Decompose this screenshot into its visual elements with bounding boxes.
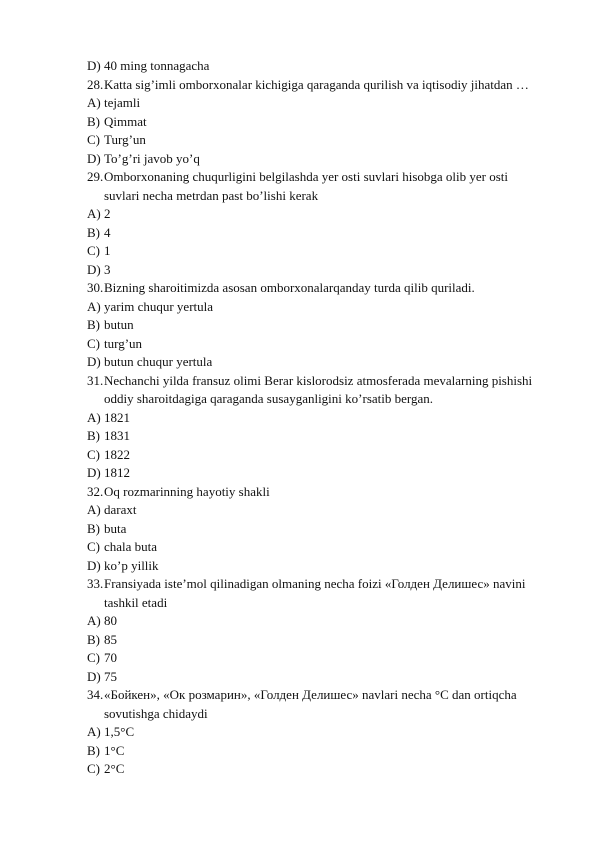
option-label: B): [87, 742, 100, 758]
answer-option: [87, 205, 587, 224]
question-line: [87, 372, 587, 391]
option-label: A): [87, 298, 101, 314]
answer-option: [87, 520, 587, 539]
question-text: Fransiyada iste’mol qilinadigan olmaning necha foizi «Голден Делишес» navini: [104, 576, 526, 591]
option-label: A): [87, 206, 101, 221]
option-text: butun chuqur yertula: [104, 354, 213, 369]
answer-option: [87, 723, 587, 742]
option-label: B): [87, 317, 100, 332]
question-line: [87, 168, 587, 187]
question-number: 29.: [87, 169, 104, 184]
answer-option: [87, 261, 587, 280]
option-text: 1822: [104, 446, 130, 462]
option-label: B): [87, 224, 100, 240]
answer-option: [87, 94, 587, 113]
option-text: 40 ming tonnagacha: [104, 58, 210, 73]
answer-option: [87, 242, 587, 261]
answer-option: [87, 612, 587, 631]
option-text: 85: [104, 631, 117, 647]
option-text: 1821: [104, 409, 130, 425]
answer-option: [87, 316, 587, 335]
option-text: 1831: [104, 428, 130, 443]
question-text: sovutishga chidaydi: [104, 705, 208, 721]
option-text: 4: [104, 224, 111, 240]
option-label: D): [87, 58, 101, 73]
answer-option: [87, 464, 587, 483]
option-text: Turg’un: [104, 132, 146, 147]
option-text: 80: [104, 613, 117, 628]
option-label: A): [87, 613, 101, 628]
answer-option: [87, 446, 587, 465]
question-continuation: [87, 594, 587, 613]
question-line: [87, 76, 587, 95]
answer-option: [87, 131, 587, 150]
answer-option: [87, 760, 587, 779]
option-text: daraxt: [104, 502, 137, 517]
question-number: 33.: [87, 576, 104, 591]
answer-option: [87, 224, 587, 243]
option-label: C): [87, 650, 100, 665]
option-text: Qimmat: [104, 113, 147, 129]
question-number: 32.: [87, 483, 104, 499]
option-label: A): [87, 502, 101, 517]
question-number: 28.: [87, 76, 104, 92]
option-text: 2: [104, 206, 111, 221]
option-label: B): [87, 631, 100, 647]
option-text: 1: [104, 243, 111, 258]
answer-option: [87, 353, 587, 372]
option-text: chala buta: [104, 539, 158, 554]
question-text: suvlari necha metrdan past bo’lishi kerak: [104, 187, 319, 203]
question-number: 30.: [87, 280, 104, 295]
answer-option: [87, 298, 587, 317]
question-continuation: [87, 390, 587, 409]
option-text: turg’un: [104, 335, 143, 351]
answer-option: [87, 631, 587, 650]
question-list: [87, 57, 587, 779]
question-line: [87, 483, 587, 502]
option-label: B): [87, 428, 100, 443]
option-label: A): [87, 724, 101, 739]
answer-option: [87, 668, 587, 687]
question-text: Omborxonaning chuqurligini belgilashda yer osti suvlari hisobga olib yer osti: [104, 169, 509, 184]
question-number: 31.: [87, 372, 104, 388]
answer-option: [87, 649, 587, 668]
question-continuation: [87, 187, 587, 206]
question-text: oddiy sharoitdagiga qaraganda susayganligini ko’rsatib bergan.: [104, 391, 434, 406]
answer-option: [87, 742, 587, 761]
option-label: C): [87, 539, 100, 554]
option-label: B): [87, 520, 100, 536]
answer-option: [87, 409, 587, 428]
option-text: tejamli: [104, 95, 141, 110]
question-line: [87, 686, 587, 705]
answer-option: [87, 335, 587, 354]
question-line: [87, 279, 587, 298]
option-label: D): [87, 150, 101, 166]
option-label: C): [87, 132, 100, 147]
option-label: A): [87, 95, 101, 110]
option-label: D): [87, 465, 101, 480]
option-label: D): [87, 261, 101, 277]
question-text: Oq rozmarinning hayotiy shakli: [104, 483, 270, 499]
question-text: tashkil etadi: [104, 594, 168, 610]
option-label: C): [87, 446, 100, 462]
option-label: D): [87, 354, 101, 369]
question-text: Bizning sharoitimizda asosan omborxonalarqanday turda qilib quriladi.: [104, 280, 475, 295]
option-text: 3: [104, 261, 111, 277]
option-label: D): [87, 557, 101, 573]
option-text: 1,5°C: [104, 724, 135, 739]
option-text: 2°C: [104, 761, 125, 776]
option-text: buta: [104, 520, 127, 536]
option-text: 75: [104, 668, 117, 684]
option-text: 70: [104, 650, 117, 665]
question-number: 34.: [87, 687, 104, 702]
option-label: C): [87, 335, 100, 351]
question-text: Katta sig’imli omborxonalar kichigiga qaraganda qurilish va iqtisodiy jihatdan …: [104, 76, 529, 92]
option-label: A): [87, 409, 101, 425]
question-text: Nechanchi yilda fransuz olimi Berar kislorodsiz atmosferada mevalarning pishishi: [104, 372, 533, 388]
option-label: C): [87, 761, 100, 776]
option-text: To’g’ri javob yo’q: [104, 150, 200, 166]
answer-option: [87, 501, 587, 520]
question-text: «Бойкен», «Ок розмарин», «Голден Делишес» navlari necha °C dan ortiqcha: [104, 687, 517, 702]
option-text: 1812: [104, 465, 130, 480]
answer-option: [87, 557, 587, 576]
option-label: B): [87, 113, 100, 129]
question-line: [87, 575, 587, 594]
answer-option: [87, 150, 587, 169]
option-text: butun: [104, 317, 134, 332]
option-label: D): [87, 668, 101, 684]
answer-option: [87, 538, 587, 557]
option-text: 1°C: [104, 742, 125, 758]
answer-option: [87, 113, 587, 132]
option-text: yarim chuqur yertula: [104, 298, 214, 314]
answer-option: [87, 427, 587, 446]
answer-option: [87, 57, 587, 76]
option-text: ko’p yillik: [104, 557, 159, 573]
option-label: C): [87, 243, 100, 258]
question-continuation: [87, 705, 587, 724]
